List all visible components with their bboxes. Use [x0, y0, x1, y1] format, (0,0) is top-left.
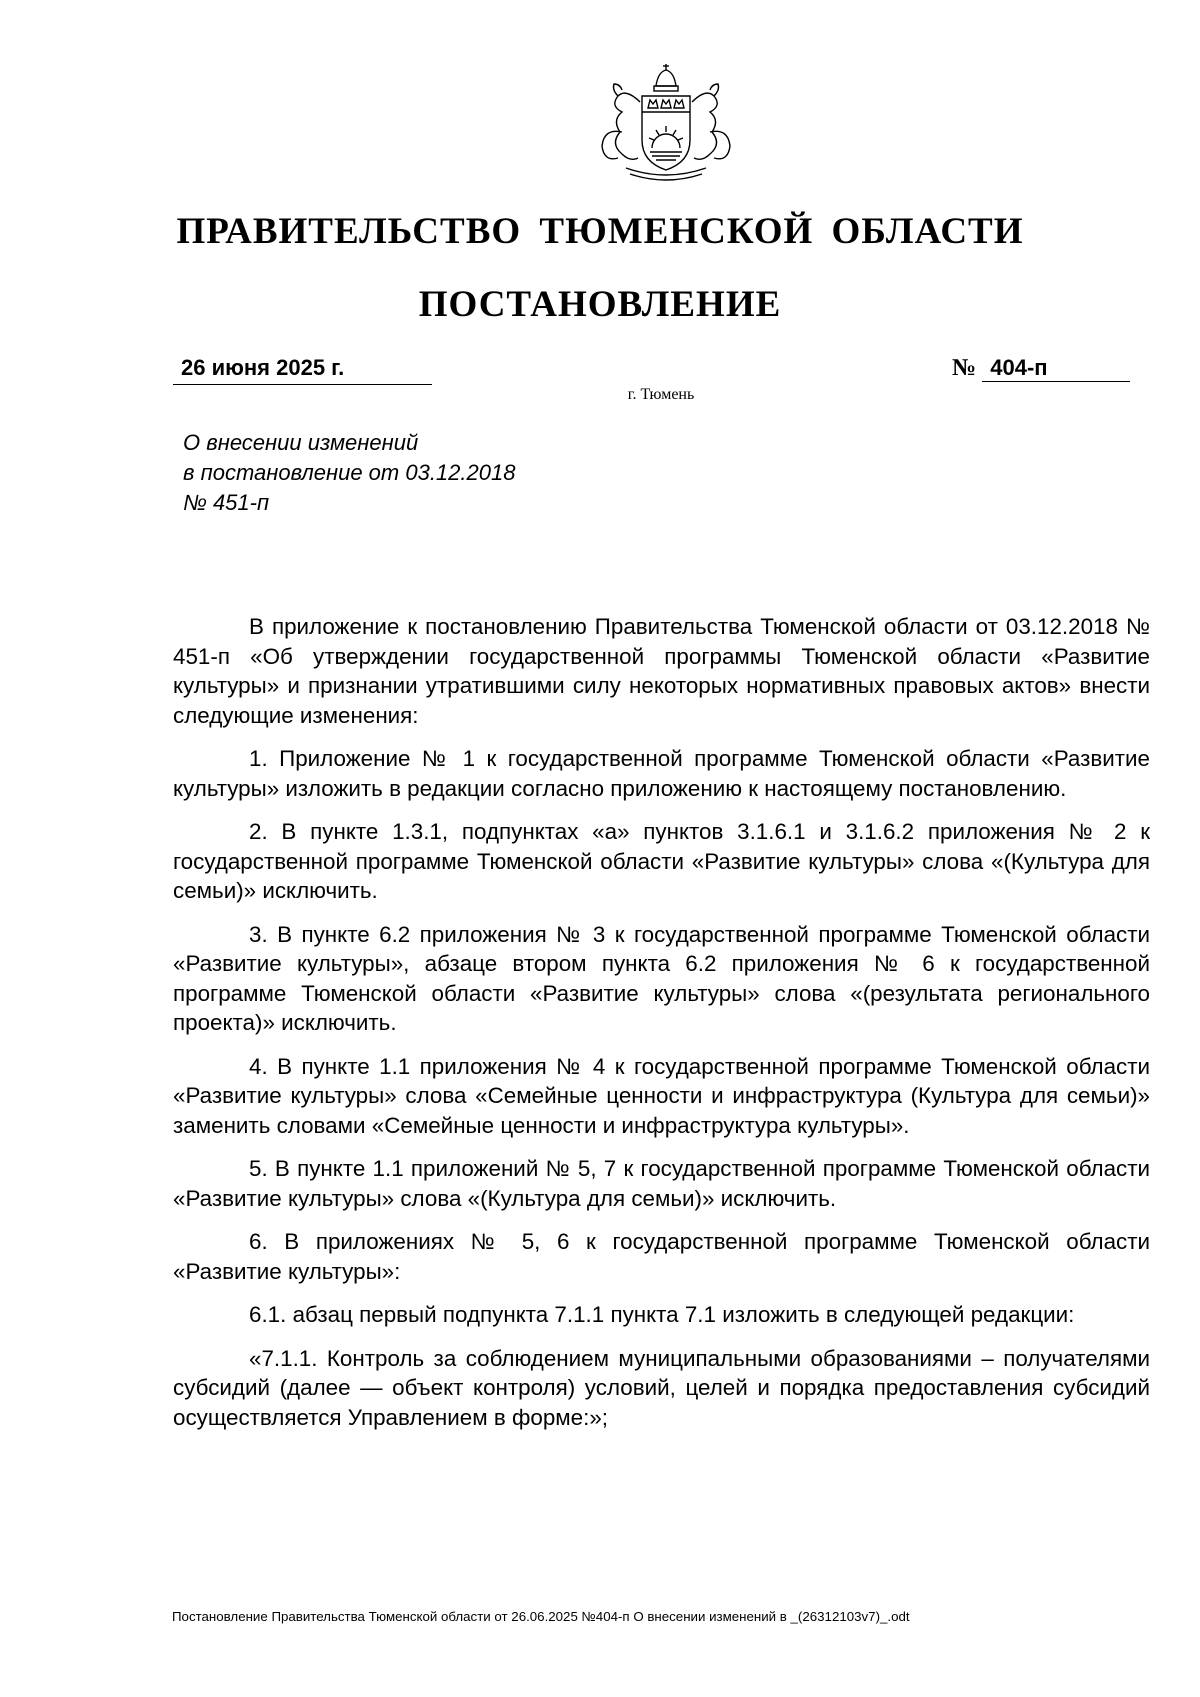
coat-of-arms-icon [596, 62, 736, 188]
document-body [173, 612, 1150, 1446]
body-paragraph-preamble: В приложение к постановлению Правительства Тюменской области от 03.12.2018 № 451-п «Об утверждении государственной программы Тюменской области «Развитие культуры» и признании утратившими силу некоторых нормативных правовых актов» внести следующие изменения: [173, 614, 1150, 728]
body-paragraph-6: 6. В приложениях № 5, 6 к государственной программе Тюменской области «Развитие культуры»: [173, 1229, 1150, 1284]
subject-line: О внесении изменений [183, 430, 419, 455]
city-label: г. Тюмень [627, 386, 695, 403]
document-subject [183, 428, 515, 518]
body-paragraph-4: 4. В пункте 1.1 приложения № 4 к государственной программе Тюменской области «Развитие культуры» слова «Семейные ценности и инфраструктура (Культура для семьи)» заменить словами «Семейные ценности и инфраструктура культуры». [173, 1053, 1150, 1138]
body-paragraph-6-1: 6.1. абзац первый подпункта 7.1.1 пункта 7.1 изложить в следующей редакции: [249, 1302, 1075, 1327]
number-sign: № [952, 355, 977, 381]
document-number: 404-п [982, 355, 1130, 382]
body-paragraph-2: 2. В пункте 1.3.1, подпунктах «а» пунктов 3.1.6.1 и 3.1.6.2 приложения № 2 к государственной программе Тюменской области «Развитие культуры» слова «(Культура для семьи)» исключить. [173, 819, 1150, 903]
document-type-title: ПОСТАНОВЛЕНИЕ [418, 284, 782, 325]
body-paragraph-1: 1. Приложение № 1 к государственной программе Тюменской области «Развитие культуры» изложить в редакции согласно приложению к настоящему постановлению. [173, 746, 1150, 801]
body-paragraph-quote: «7.1.1. Контроль за соблюдением муниципальными образованиями – получателями субсидий (далее — объект контроля) условий, целей и порядка предоставления субсидий осуществляется Управлением в форме:»; [173, 1345, 1150, 1430]
page-footer: Постановление Правительства Тюменской области от 26.06.2025 №404-п О внесении изменений в _(26312103v7)_.odt [172, 1609, 910, 1624]
organization-title: ПРАВИТЕЛЬСТВО ТЮМЕНСКОЙ ОБЛАСТИ [176, 211, 1024, 252]
body-paragraph-3: 3. В пункте 6.2 приложения № 3 к государственной программе Тюменской области «Развитие культуры», абзаце втором пункта 6.2 приложения № 6 к государственной программе Тюменской области «Развитие культуры» слова «(результата регионального проекта)» исключить. [173, 921, 1150, 1035]
subject-line: № 451-п [183, 490, 270, 515]
subject-line: в постановление от 03.12.2018 [183, 460, 516, 485]
document-date: 26 июня 2025 г. [173, 355, 432, 385]
document-number-block [952, 355, 1138, 385]
body-paragraph-5: 5. В пункте 1.1 приложений № 5, 7 к государственной программе Тюменской области «Развитие культуры» слова «(Культура для семьи)» исключить. [173, 1156, 1150, 1211]
